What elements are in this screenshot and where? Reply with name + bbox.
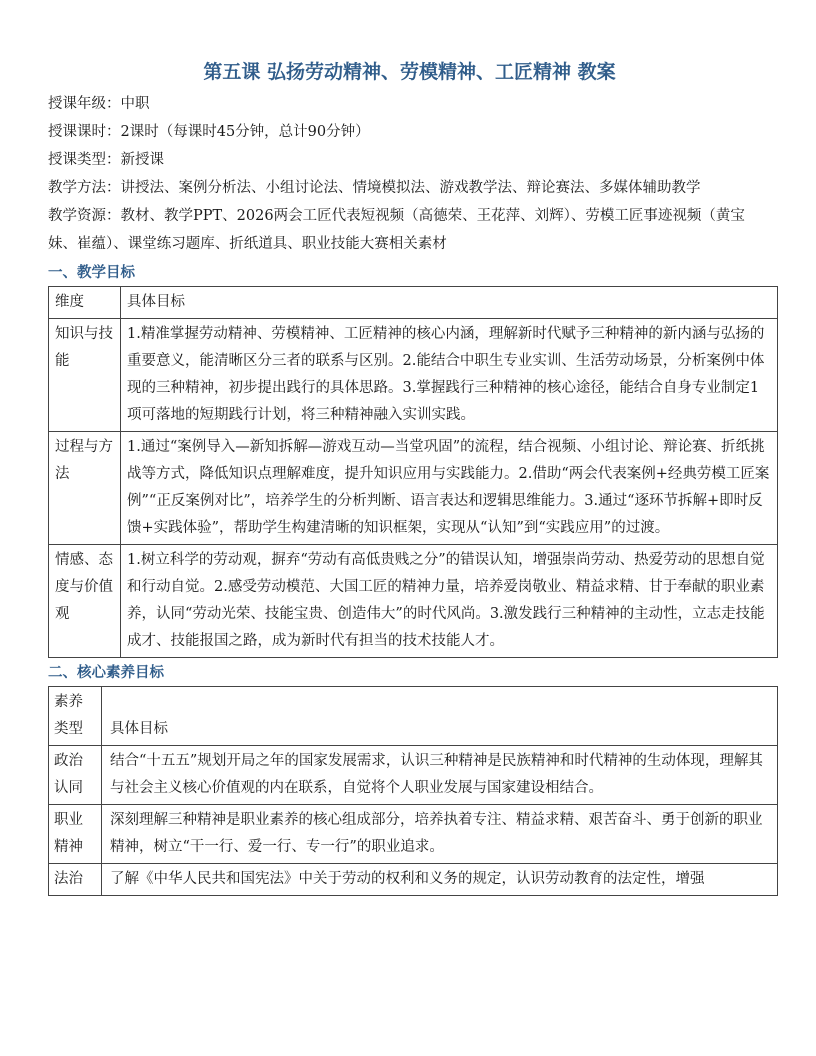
literacy-type-cell: 职业精神 xyxy=(49,805,102,864)
dimension-cell: 知识与技能 xyxy=(49,319,121,432)
section-heading-teaching-goals: 一、教学目标 xyxy=(48,265,135,281)
header-cell-goal: 具体目标 xyxy=(121,287,778,319)
table-row xyxy=(49,746,778,805)
goal-cell: 1.通过“案例导入—新知拆解—游戏互动—当堂巩固”的流程，结合视频、小组讨论、辩论赛、折纸挑战等方式，降低知识点理解难度，提升知识应用与实践能力。2.借助“两会代表案例+经典劳模工匠案例”“正反案例对比”，培养学生的分析判断、语言表达和逻辑思维能力。3.通过“逐环节拆解+即时反馈+实践体验”，帮助学生构建清晰的知识框架，实现从“认知”到“实践应用”的过渡。 xyxy=(121,432,778,545)
meta-resources: 教学资源：教材、教学PPT、2026两会工匠代表短视频（高德荣、王花萍、刘辉）、劳模工匠事迹视频（黄宝妹、崔蕴）、课堂练习题库、折纸道具、职业技能大赛相关素材 xyxy=(48,208,745,252)
goal-cell: 了解《中华人民共和国宪法》中关于劳动的权利和义务的规定，认识劳动教育的法定性，增强 xyxy=(102,864,778,896)
lesson-meta xyxy=(48,90,771,258)
header-cell-dimension: 维度 xyxy=(49,287,121,319)
core-literacy-table xyxy=(48,686,778,896)
dimension-cell: 情感、态度与价值观 xyxy=(49,545,121,658)
goal-cell: 1.树立科学的劳动观，摒弃“劳动有高低贵贱之分”的错误认知，增强崇尚劳动、热爱劳动的思想自觉和行动自觉。2.感受劳动模范、大国工匠的精神力量，培养爱岗敬业、精益求精、甘于奉献的职业素养，认同“劳动光荣、技能宝贵、创造伟大”的时代风尚。3.激发践行三种精神的主动性，立志走技能成才、技能报国之路，成为新时代有担当的技术技能人才。 xyxy=(121,545,778,658)
table-row xyxy=(49,432,778,545)
header-cell-literacy-type: 素养类型 xyxy=(49,687,102,746)
dimension-cell: 过程与方法 xyxy=(49,432,121,545)
table-header-row xyxy=(49,687,778,746)
meta-grade: 授课年级：中职 xyxy=(48,96,150,112)
table-header-row xyxy=(49,287,778,319)
header-cell-goal: 具体目标 xyxy=(102,687,778,746)
table-row xyxy=(49,864,778,896)
goal-cell: 1.精准掌握劳动精神、劳模精神、工匠精神的核心内涵，理解新时代赋予三种精神的新内涵与弘扬的重要意义，能清晰区分三者的联系与区别。2.能结合中职生专业实训、生活劳动场景，分析案例中体现的三种精神，初步提出践行的具体思路。3.掌握践行三种精神的核心途径，能结合自身专业制定1项可落地的短期践行计划，将三种精神融入实训实践。 xyxy=(121,319,778,432)
goal-cell: 深刻理解三种精神是职业素养的核心组成部分，培养执着专注、精益求精、艰苦奋斗、勇于创新的职业精神，树立“干一行、爱一行、专一行”的职业追求。 xyxy=(102,805,778,864)
table-row xyxy=(49,545,778,658)
meta-hours: 授课课时：2课时（每课时45分钟，总计90分钟） xyxy=(48,124,370,140)
table-row xyxy=(49,319,778,432)
literacy-type-cell: 政治认同 xyxy=(49,746,102,805)
table-row xyxy=(49,805,778,864)
teaching-goals-table xyxy=(48,286,778,658)
meta-methods: 教学方法：讲授法、案例分析法、小组讨论法、情境模拟法、游戏教学法、辩论赛法、多媒体辅助教学 xyxy=(48,180,701,196)
meta-type: 授课类型：新授课 xyxy=(48,152,164,168)
literacy-type-cell: 法治 xyxy=(49,864,102,896)
goal-cell: 结合“十五五”规划开局之年的国家发展需求，认识三种精神是民族精神和时代精神的生动体现，理解其与社会主义核心价值观的内在联系，自觉将个人职业发展与国家建设相结合。 xyxy=(102,746,778,805)
document-title: 第五课 弘扬劳动精神、劳模精神、工匠精神 教案 xyxy=(203,61,616,83)
section-heading-core-literacy: 二、核心素养目标 xyxy=(48,665,164,681)
